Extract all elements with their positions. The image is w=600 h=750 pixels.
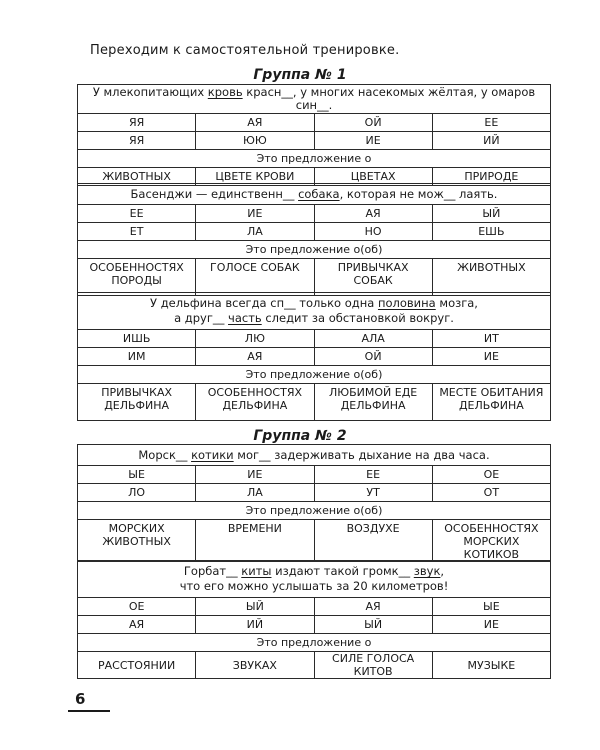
sentence: Басенджи — единственн__ собака, которая не мож__ лаять. (78, 184, 551, 205)
ending-option[interactable]: ЫЕ (432, 598, 550, 616)
topic-option[interactable]: ПРИВЫЧКАХ СОБАК (314, 259, 432, 296)
ending-option[interactable]: ЕШЬ (432, 223, 550, 241)
ending-option[interactable]: ЕЕ (78, 205, 196, 223)
ending-option[interactable]: ИЙ (432, 132, 550, 150)
group-1-title: Группа № 1 (253, 67, 347, 83)
ending-option[interactable]: УТ (314, 484, 432, 502)
topic-option[interactable]: МЕСТЕ ОБИТАНИЯ ДЕЛЬФИНА (432, 384, 550, 421)
topic-option[interactable]: ОСОБЕННОСТЯХ МОРСКИХ КОТИКОВ (432, 520, 550, 562)
ending-option[interactable]: ОЕ (78, 598, 196, 616)
ending-option[interactable]: ЫЙ (432, 205, 550, 223)
ending-option[interactable]: ЫЕ (78, 466, 196, 484)
ending-option[interactable]: ИЕ (196, 466, 314, 484)
topic-option[interactable]: ОСОБЕННОСТЯХ ДЕЛЬФИНА (196, 384, 314, 421)
ending-option[interactable]: ИМ (78, 348, 196, 366)
topic-prompt: Это предложение о (78, 634, 551, 652)
topic-option[interactable]: ЦВЕТАХ (314, 168, 432, 186)
exercise-block-1 (77, 84, 551, 186)
topic-option[interactable]: ЗВУКАХ (196, 652, 314, 679)
topic-prompt: Это предложение о(об) (78, 241, 551, 259)
page-number: 6 (75, 690, 86, 708)
exercise-block-2 (77, 183, 551, 296)
topic-option[interactable]: ОСОБЕННОСТЯХ ПОРОДЫ (78, 259, 196, 296)
ending-option[interactable]: АЯ (314, 205, 432, 223)
ending-option[interactable]: НО (314, 223, 432, 241)
topic-option[interactable]: ЛЮБИМОЙ ЕДЕ ДЕЛЬФИНА (314, 384, 432, 421)
group-2-title: Группа № 2 (253, 428, 347, 444)
ending-option[interactable]: ЯЯ (78, 114, 196, 132)
ending-option[interactable]: ЮЮ (196, 132, 314, 150)
topic-option[interactable]: ЖИВОТНЫХ (78, 168, 196, 186)
ending-option[interactable]: АЯ (196, 348, 314, 366)
exercise-block-3 (77, 292, 551, 421)
ending-option[interactable]: ИЕ (432, 348, 550, 366)
topic-prompt: Это предложение о (78, 150, 551, 168)
exercise-block-5 (77, 560, 551, 679)
ending-option[interactable]: ИТ (432, 330, 550, 348)
topic-option[interactable]: ПРИРОДЕ (432, 168, 550, 186)
ending-option[interactable]: ЫЙ (196, 598, 314, 616)
ending-option[interactable]: АЯ (196, 114, 314, 132)
topic-option[interactable]: ГОЛОСЕ СОБАК (196, 259, 314, 296)
ending-option[interactable]: ИЕ (314, 132, 432, 150)
sentence: У дельфина всегда сп__ только одна половина мозга, а друг__ часть следит за обстановкой вокруг. (78, 293, 551, 330)
ending-option[interactable]: ЛА (196, 484, 314, 502)
topic-option[interactable]: ЖИВОТНЫХ (432, 259, 550, 296)
topic-option[interactable]: ВОЗДУХЕ (314, 520, 432, 562)
topic-option[interactable]: ЦВЕТЕ КРОВИ (196, 168, 314, 186)
ending-option[interactable]: ОЙ (314, 348, 432, 366)
ending-option[interactable]: АЯ (78, 616, 196, 634)
topic-option[interactable]: ПРИВЫЧКАХ ДЕЛЬФИНА (78, 384, 196, 421)
topic-option[interactable]: МУЗЫКЕ (432, 652, 550, 679)
ending-option[interactable]: ИЕ (432, 616, 550, 634)
ending-option[interactable]: ЛЮ (196, 330, 314, 348)
ending-option[interactable]: ЕЕ (314, 466, 432, 484)
ending-option[interactable]: ЛА (196, 223, 314, 241)
ending-option[interactable]: ИЕ (196, 205, 314, 223)
ending-option[interactable]: ЕЕ (432, 114, 550, 132)
page-number-underline (68, 710, 110, 712)
ending-option[interactable]: ИЙ (196, 616, 314, 634)
ending-option[interactable]: ОЙ (314, 114, 432, 132)
ending-option[interactable]: АЛА (314, 330, 432, 348)
ending-option[interactable]: АЯ (314, 598, 432, 616)
sentence: Морск__ котики мог__ задерживать дыхание на два часа. (78, 445, 551, 466)
ending-option[interactable]: ИШЬ (78, 330, 196, 348)
topic-prompt: Это предложение о(об) (78, 502, 551, 520)
ending-option[interactable]: ОТ (432, 484, 550, 502)
sentence: Горбат__ киты издают такой громк__ звук, что его можно услышать за 20 километров! (78, 561, 551, 598)
ending-option[interactable]: ЕТ (78, 223, 196, 241)
exercise-block-4 (77, 444, 551, 562)
topic-option[interactable]: ВРЕМЕНИ (196, 520, 314, 562)
topic-option[interactable]: СИЛЕ ГОЛОСА КИТОВ (314, 652, 432, 679)
topic-prompt: Это предложение о(об) (78, 366, 551, 384)
topic-option[interactable]: МОРСКИХ ЖИВОТНЫХ (78, 520, 196, 562)
ending-option[interactable]: ЛО (78, 484, 196, 502)
intro-text: Переходим к самостоятельной тренировке. (90, 43, 400, 58)
topic-option[interactable]: РАССТОЯНИИ (78, 652, 196, 679)
ending-option[interactable]: ЯЯ (78, 132, 196, 150)
sentence: У млекопитающих кровь красн__, у многих насекомых жёлтая, у омаров син__. (78, 85, 551, 114)
ending-option[interactable]: ЫЙ (314, 616, 432, 634)
ending-option[interactable]: ОЕ (432, 466, 550, 484)
